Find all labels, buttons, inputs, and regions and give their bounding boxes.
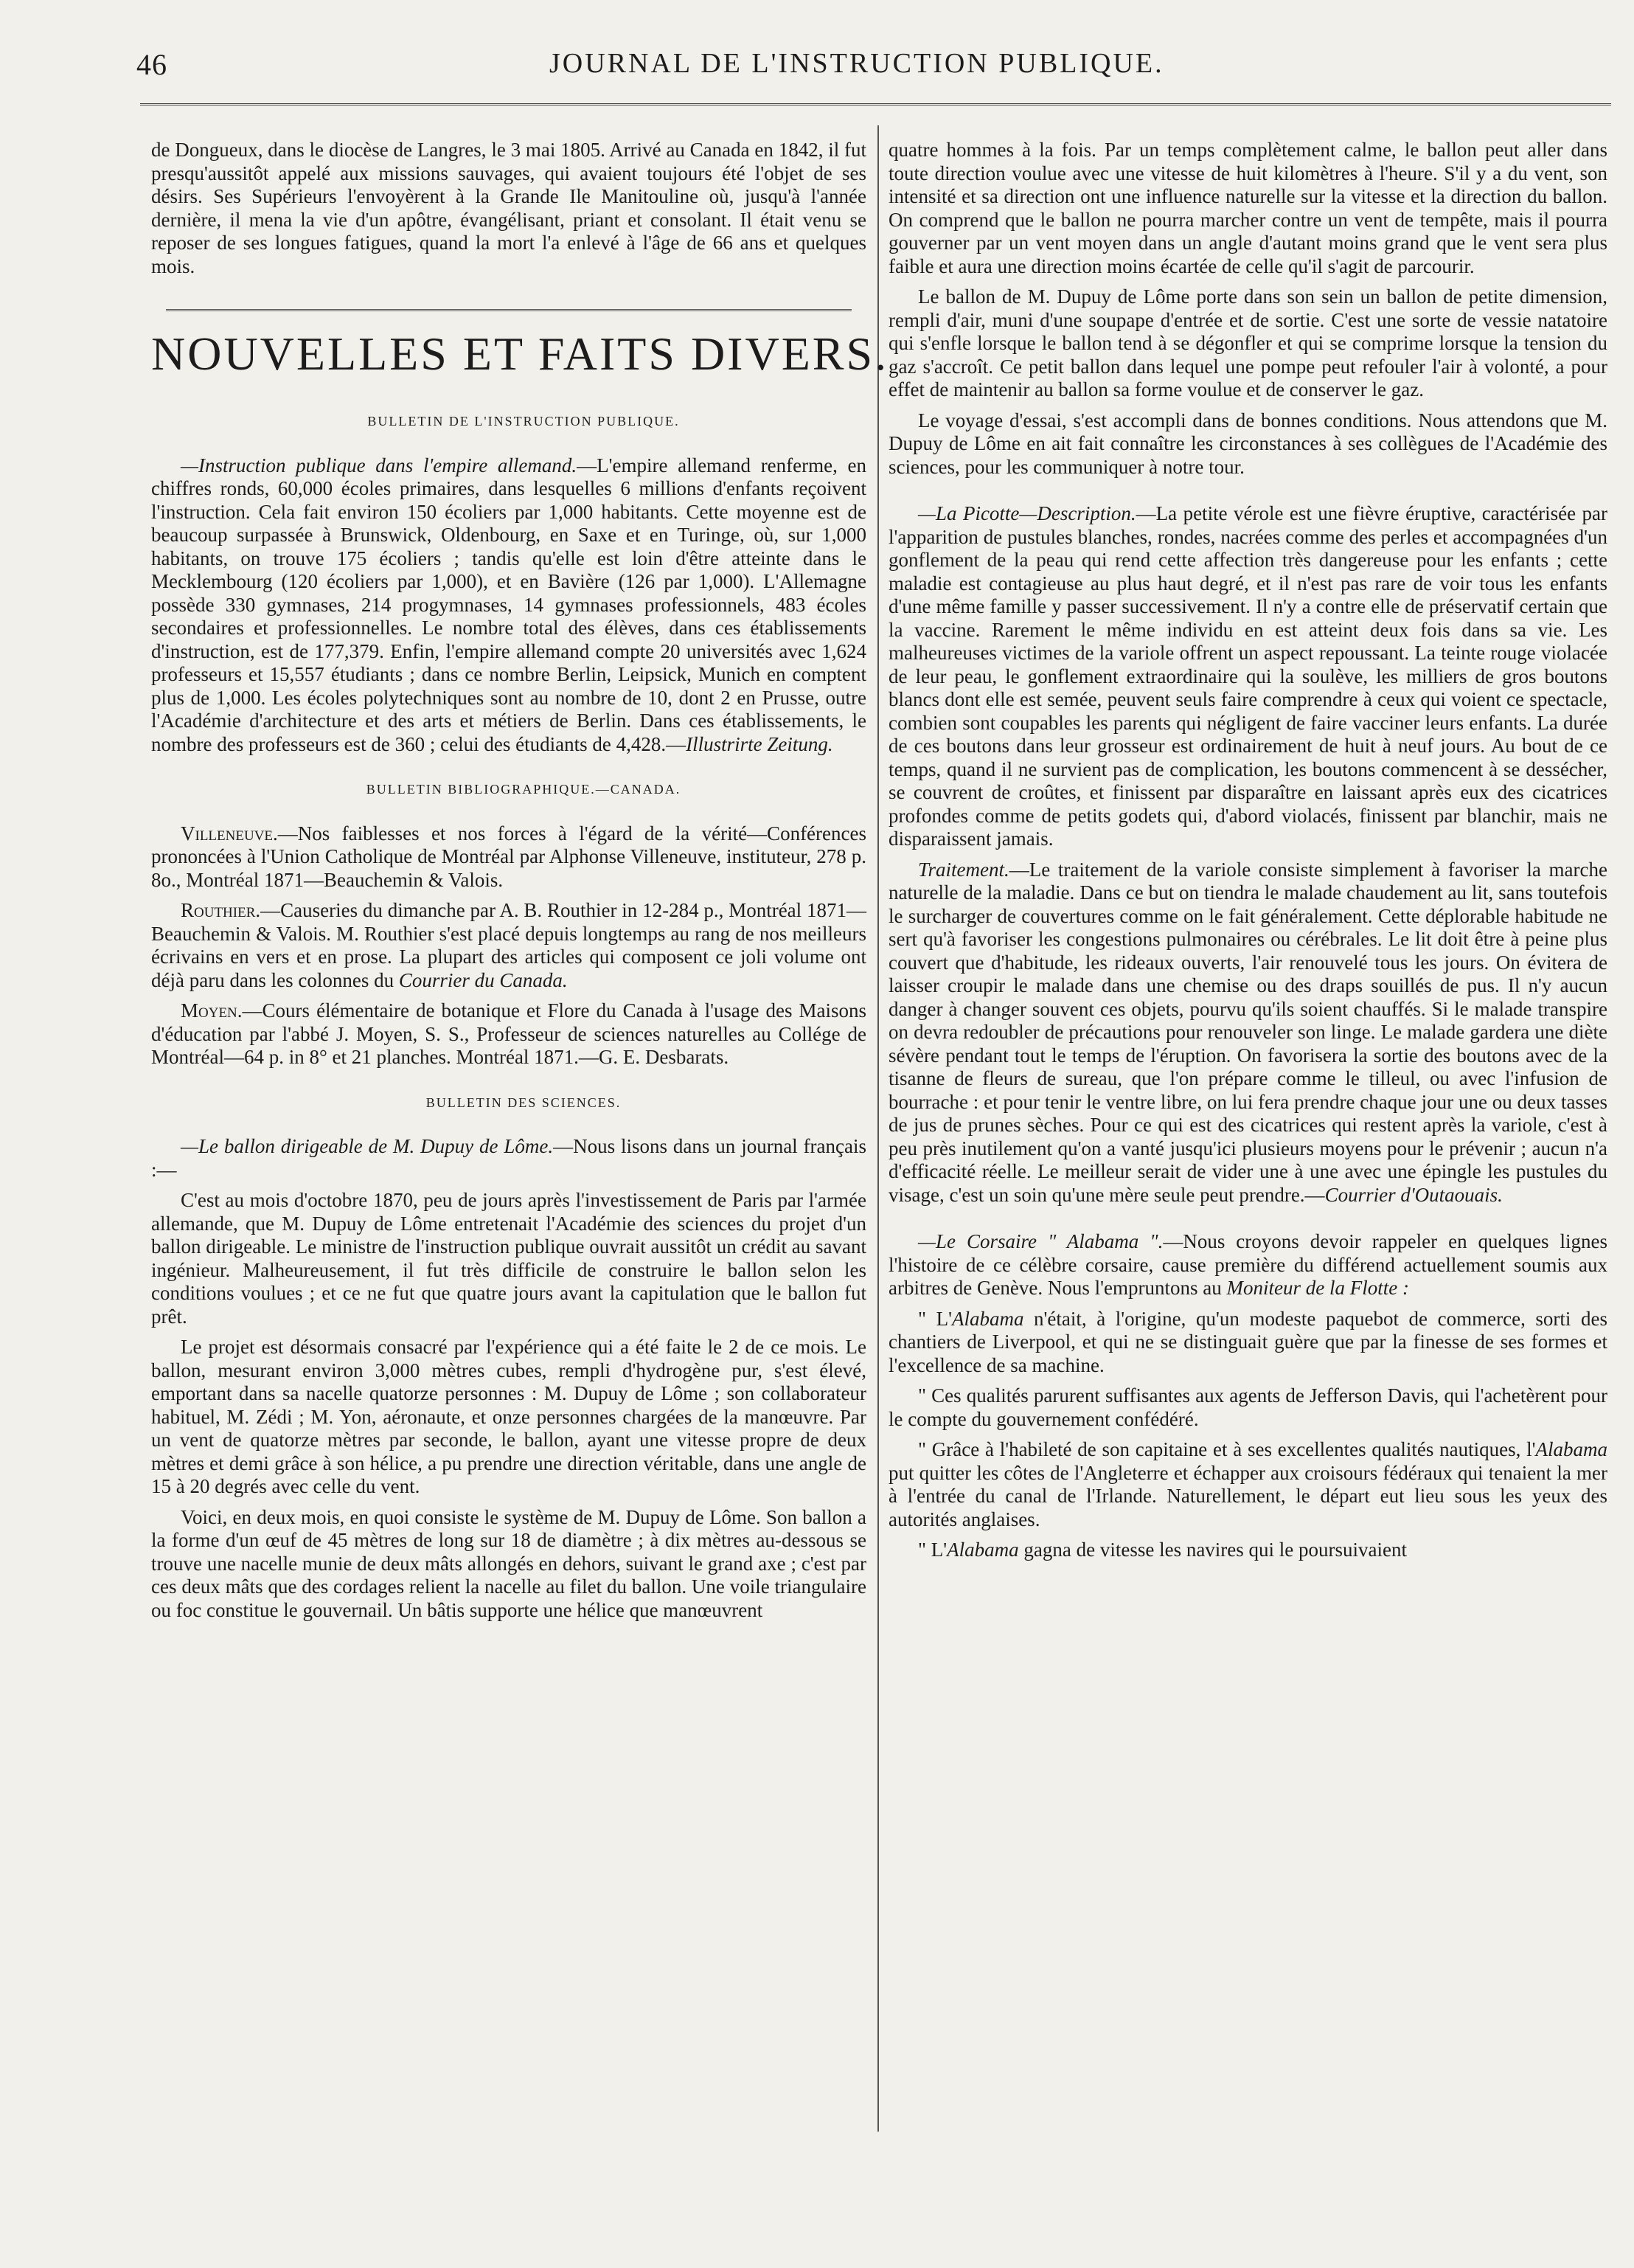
article-subtitle: Traitement. xyxy=(918,858,1009,881)
article-body: —Nous lisons dans un journal français :— xyxy=(151,1135,867,1181)
section-rule xyxy=(166,309,852,311)
article-title: —La Picotte—Description. xyxy=(918,502,1136,524)
article-title: —Le ballon dirigeable de M. Dupuy de Lôme. xyxy=(181,1135,554,1157)
article-ballon-paragraph: Voici, en deux mois, en quoi consiste le système de M. Dupuy de Lôme. Son ballon a la forme d'un œuf de 45 mètres de long sur 18 de diamètre ; à dix mètres au-dessous se trouve une nacelle munie de deux mâts allongés en dehors, suivant le grand axe ; c'est par ces deux mâts que des cordages relient la nacelle au filet du ballon. Une voile triangulaire ou foc constitue le gouvernail. Un bâtis supporte une hélice que manœuvrent xyxy=(151,1505,866,1621)
obituary-paragraph: de Dongueux, dans le diocèse de Langres, le 3 mai 1805. Arrivé au Canada en 1842, il fut presqu'aussitôt appelé aux missions sauvages, qui avaient toujours été l'objet de ses désirs. Ses Supérieurs l'envoyèrent à la Grande Ile Manitouline où, jusqu'à l'année dernière, il mena la vie d'un apôtre, évangélisant, priant et consolant. Il était venu se reposer de ses longues fatigues, quand la mort l'a enlevé à l'âge de 66 ans et quelques mois. xyxy=(151,139,866,277)
ship-name: Alabama xyxy=(947,1539,1019,1561)
article-source: Courrier d'Outaouais. xyxy=(1324,1183,1503,1206)
left-column xyxy=(151,139,889,1629)
text-run: " Grâce à l'habileté de son capitaine et à ses excellentes qualités nautiques, l' xyxy=(918,1438,1536,1460)
page-header xyxy=(136,43,1604,94)
book-entry-routhier xyxy=(151,899,866,992)
page-number: 46 xyxy=(136,48,167,81)
text-run: " L' xyxy=(918,1539,948,1561)
spacer xyxy=(889,486,1607,502)
article-empire-allemand xyxy=(151,454,866,757)
article-variole xyxy=(889,502,1607,851)
article-alabama-paragraph xyxy=(889,1308,1607,1378)
author-name: Moyen. xyxy=(181,999,243,1022)
article-body: —Nous croyons devoir rappeler en quelques lignes l'histoire de ce célèbre corsaire, cause première du différend actuellement soumis aux arbitres de Genève. Nous l'empruntons au xyxy=(889,1230,1607,1299)
column-divider xyxy=(877,125,879,2132)
author-name: Routhier. xyxy=(181,899,261,921)
book-description: —Causeries du dimanche par A. B. Routhier in 12-284 p., Montréal 1871—Beauchemin & Valois. M. Routhier s'est placé depuis longtemps au rang de nos meilleurs écrivains en vers et en prose. La plupart des articles qui composent ce joli volume ont déjà paru dans les colonnes du xyxy=(151,899,866,991)
bulletin-heading-instruction: BULLETIN DE L'INSTRUCTION PUBLIQUE. xyxy=(367,414,680,429)
text-run: " L' xyxy=(918,1307,952,1330)
book-source: Courrier du Canada. xyxy=(398,968,568,991)
article-title: —Instruction publique dans l'empire allemand. xyxy=(181,454,577,476)
article-traitement xyxy=(889,859,1607,1207)
article-source: Illustrirte Zeitung. xyxy=(686,732,833,755)
running-title: JOURNAL DE L'INSTRUCTION PUBLIQUE. xyxy=(549,48,1164,79)
article-alabama-paragraph xyxy=(889,1539,1607,1562)
book-description: —Nos faiblesses et nos forces à l'égard de la vérité—Conférences prononcées à l'Union Catholique de Montréal par Alphonse Villeneuve, instituteur, 278 p. 8o., Montréal 1871—Beauchemin & Valois. xyxy=(151,822,866,891)
text-run: gagna de vitesse les navires qui le poursuivaient xyxy=(1018,1539,1407,1561)
article-ballon-paragraph: quatre hommes à la fois. Par un temps complètement calme, le ballon peut aller dans toute direction voulue avec une vitesse de huit kilomètres à l'heure. S'il y a du vent, son intensité et sa direction ont une influence naturelle sur la vitesse et la direction du ballon. On comprend que le ballon ne pourra marcher contre un vent de tempête, mais il pourra gouverner par un vent moyen dans un angle d'autant moins grand que le vent sera plus faible et aura une direction moins écartée de celle qu'il s'agit de parcourir. xyxy=(889,139,1607,277)
article-ballon-intro xyxy=(151,1135,866,1182)
book-description: —Cours élémentaire de botanique et Flore du Canada à l'usage des Maisons d'éducation par l'abbé J. Moyen, S. S., Professeur de sciences naturelles au Collége de Montréal—64 p. in 8° et 21 planches. Montréal 1871.—G. E. Desbarats. xyxy=(151,999,866,1068)
article-body: —La petite vérole est une fièvre éruptive, caractérisée par l'apparition de pustules blanches, rondes, nacrées comme des perles et accompagnées d'un gonflement de la peau qui rend cette affection très dangereuse pour les enfants ; cette maladie est contagieuse au plus haut degré, et il n'est pas rare de voir tous les enfants d'une même famille y passer successivement. Il n'y a contre elle de préservatif certain que la vaccine. Rarement le même individu en est atteint deux fois dans sa vie. Les malheureuses victimes de la variole offrent un aspect repoussant. La teinte rouge violacée de leur peau, le gonflement extraordinaire qui la soulève, les milliers de gros boutons blancs dont elle est semée, peuvent seuls faire comprendre à ceux qui voient ce spectacle, combien sont coupables les parents qui négligent de faire vacciner leurs enfants. La durée de ces boutons dans leur grosseur est ordinairement de huit à neuf jours. Au bout de ce temps, quand il ne survient pas de complication, les boutons commencent à se dessécher, se couvrent de croûtes, et finissent par disparaître en laissant après eux des cicatrices profondes comme de petits godets qui, d'abord violacés, finissent par blanchir, mais ne disparaissent jamais. xyxy=(889,502,1608,850)
article-ballon-paragraph: Le ballon de M. Dupuy de Lôme porte dans son sein un ballon de petite dimension, rempli d'air, muni d'une soupape d'entrée et de sortie. C'est une sorte de vessie natatoire qui s'enfle lorsque le ballon tend à se dégonfler et qui se comprime lorsque la tension du gaz s'accroît. Ce petit ballon dans lequel une pompe peut refouler l'air à volonté, a pour effet de maintenir au ballon sa forme voulue et de conserver le gaz. xyxy=(889,285,1607,400)
article-body: —L'empire allemand renferme, en chiffres ronds, 60,000 écoles primaires, dans lesquelles 6 millions d'enfants reçoivent l'instruction. Cela fait environ 150 écoliers par 1,000 habitants. Cette moyenne est de beaucoup surpassée à Brunswick, Oldenbourg, en Saxe et en Turinge, où, sur 1,000 habitants, on trouve 175 écoliers ; tandis qu'elle est loin d'être atteinte dans le Mecklembourg (120 écoliers par 1,000), et en Bavière (126 par 1,000). L'Allemagne possède 330 gymnases, 214 progymnases, 14 gymnases professionnels, 483 écoles secondaires et professionnelles. Le nombre total des élèves, dans ces établissements d'instruction, est de 177,379. Enfin, l'empire allemand compte 20 universités avec 1,624 professeurs et 15,557 étudiants ; dans ce nombre Berlin, Leipsick, Munich en comptent plus de 1,000. Les écoles polytechniques sont au nombre de 10, dont 2 en Prusse, outre l'Académie d'architecture et des arts et métiers de Berlin. Dans ces établissements, le nombre des professeurs est de 360 ; celui des étudiants de 4,428.— xyxy=(151,454,867,755)
text-run: put quitter les côtes de l'Angleterre et échapper aux croisours fédéraux qui tenaient la mer à l'entrée du canal de l'Irlande. Naturellement, le départ eut lieu sous les yeux des autorités anglaises. xyxy=(889,1461,1607,1530)
header-rule xyxy=(140,103,1611,105)
article-title: —Le Corsaire " Alabama ". xyxy=(918,1230,1164,1252)
article-ballon-paragraph: Le voyage d'essai, s'est accompli dans de bonnes conditions. Nous attendons que M. Dupuy de Lôme en ait fait connaître les circonstances à ses collègues de l'Académie des sciences, pour les communiquer à notre tour. xyxy=(889,409,1607,478)
text-run: n'était, à l'origine, qu'un modeste paquebot de commerce, sorti des chantiers de Liverpool, et qui ne se distinguait guère que par la finesse de ses formes et l'excellence de sa machine. xyxy=(889,1307,1607,1376)
author-name: Villeneuve. xyxy=(181,822,278,845)
article-alabama-intro xyxy=(889,1230,1607,1300)
book-entry-moyen xyxy=(151,999,866,1069)
article-source: Moniteur de la Flotte : xyxy=(1226,1277,1409,1299)
ship-name: Alabama xyxy=(951,1307,1024,1330)
article-alabama-paragraph: " Ces qualités parurent suffisantes aux agents de Jefferson Davis, qui l'achetèrent pour le compte du gouvernement confédéré. xyxy=(889,1384,1607,1430)
article-body: —Le traitement de la variole consiste simplement à favoriser la marche naturelle de la maladie. Dans ce but on tiendra le malade chaudement au lit, sans toutefois le surcharger de couvertures comme on le fait généralement. Cette déplorable habitude ne sert qu'à favoriser les congestions pulmonaires ou cérébrales. Le lit doit être à peine plus couvert que d'habitude, les rideaux ouverts, l'air renouvelé tous les jours. On évitera de laisser croupir le malade dans une chemise ou des draps souillés de pus. Il n'y aucun danger à changer souvent ces objets, pourvu qu'ils soient chauffés. Si le malade transpire on devra redoubler de précautions pour renouveler son linge. Le malade gardera une diète sévère pendant tout le temps de l'éruption. On favorisera la sortie des boutons avec de la tisanne de fleurs de sureau, que l'on prépare comme le tilleul, ou avec l'infusion de bourrache : et pour tenir le ventre libre, on lui fera prendre chaque jour une ou deux tasses de jus de prunes sèches. Pour ce qui est des cicatrices qui restent après la variole, c'est à peu près inutilement qu'on a vanté jusqu'ici plusieurs moyens pour le prévenir ; aucun n'a d'efficacité réelle. Le meilleur serait de vider une à une avec une épingle les pustules du visage, c'est un soin qu'une mère seule peut prendre.— xyxy=(889,858,1607,1206)
bulletin-heading-bibliographique: BULLETIN BIBLIOGRAPHIQUE.—CANADA. xyxy=(366,782,681,797)
article-ballon-paragraph: Le projet est désormais consacré par l'expérience qui a été faite le 2 de ce mois. Le ballon, mesurant environ 3,000 mètres cubes, rempli d'hydrogène pur, s'est élevé, emportant dans sa nacelle quatorze personnes : M. Dupuy de Lôme ; son collaborateur habituel, M. Zédi ; M. Yon, aéronaute, et onze personnes chargées de la manœuvre. Par un vent de quatorze mètres par seconde, le ballon, ayant une vitesse propre de deux mètres et demi grâce à son hélice, a pu prendre une direction véritable, dans une angle de 15 à 20 degrés avec celle du vent. xyxy=(151,1336,866,1497)
book-entry-villeneuve xyxy=(151,822,866,892)
bulletin-heading-sciences: BULLETIN DES SCIENCES. xyxy=(425,1095,622,1110)
section-title: NOUVELLES ET FAITS DIVERS. xyxy=(151,327,889,380)
article-alabama-paragraph xyxy=(889,1438,1607,1531)
ship-name: Alabama xyxy=(1535,1438,1607,1460)
article-ballon-paragraph: C'est au mois d'octobre 1870, peu de jours après l'investissement de Paris par l'armée allemande, que M. Dupuy de Lôme entretenait l'Académie des sciences du projet d'un ballon dirigeable. Le ministre de l'instruction publique ouvrait aussitôt un crédit au savant ingénieur. Malheureusement, il fut très difficile de construire le ballon selon les conditions voulues ; et ce ne fut que quatre jours avant la capitulation que le ballon fut prêt. xyxy=(151,1189,866,1328)
spacer xyxy=(889,1214,1607,1230)
right-column xyxy=(889,139,1607,1570)
